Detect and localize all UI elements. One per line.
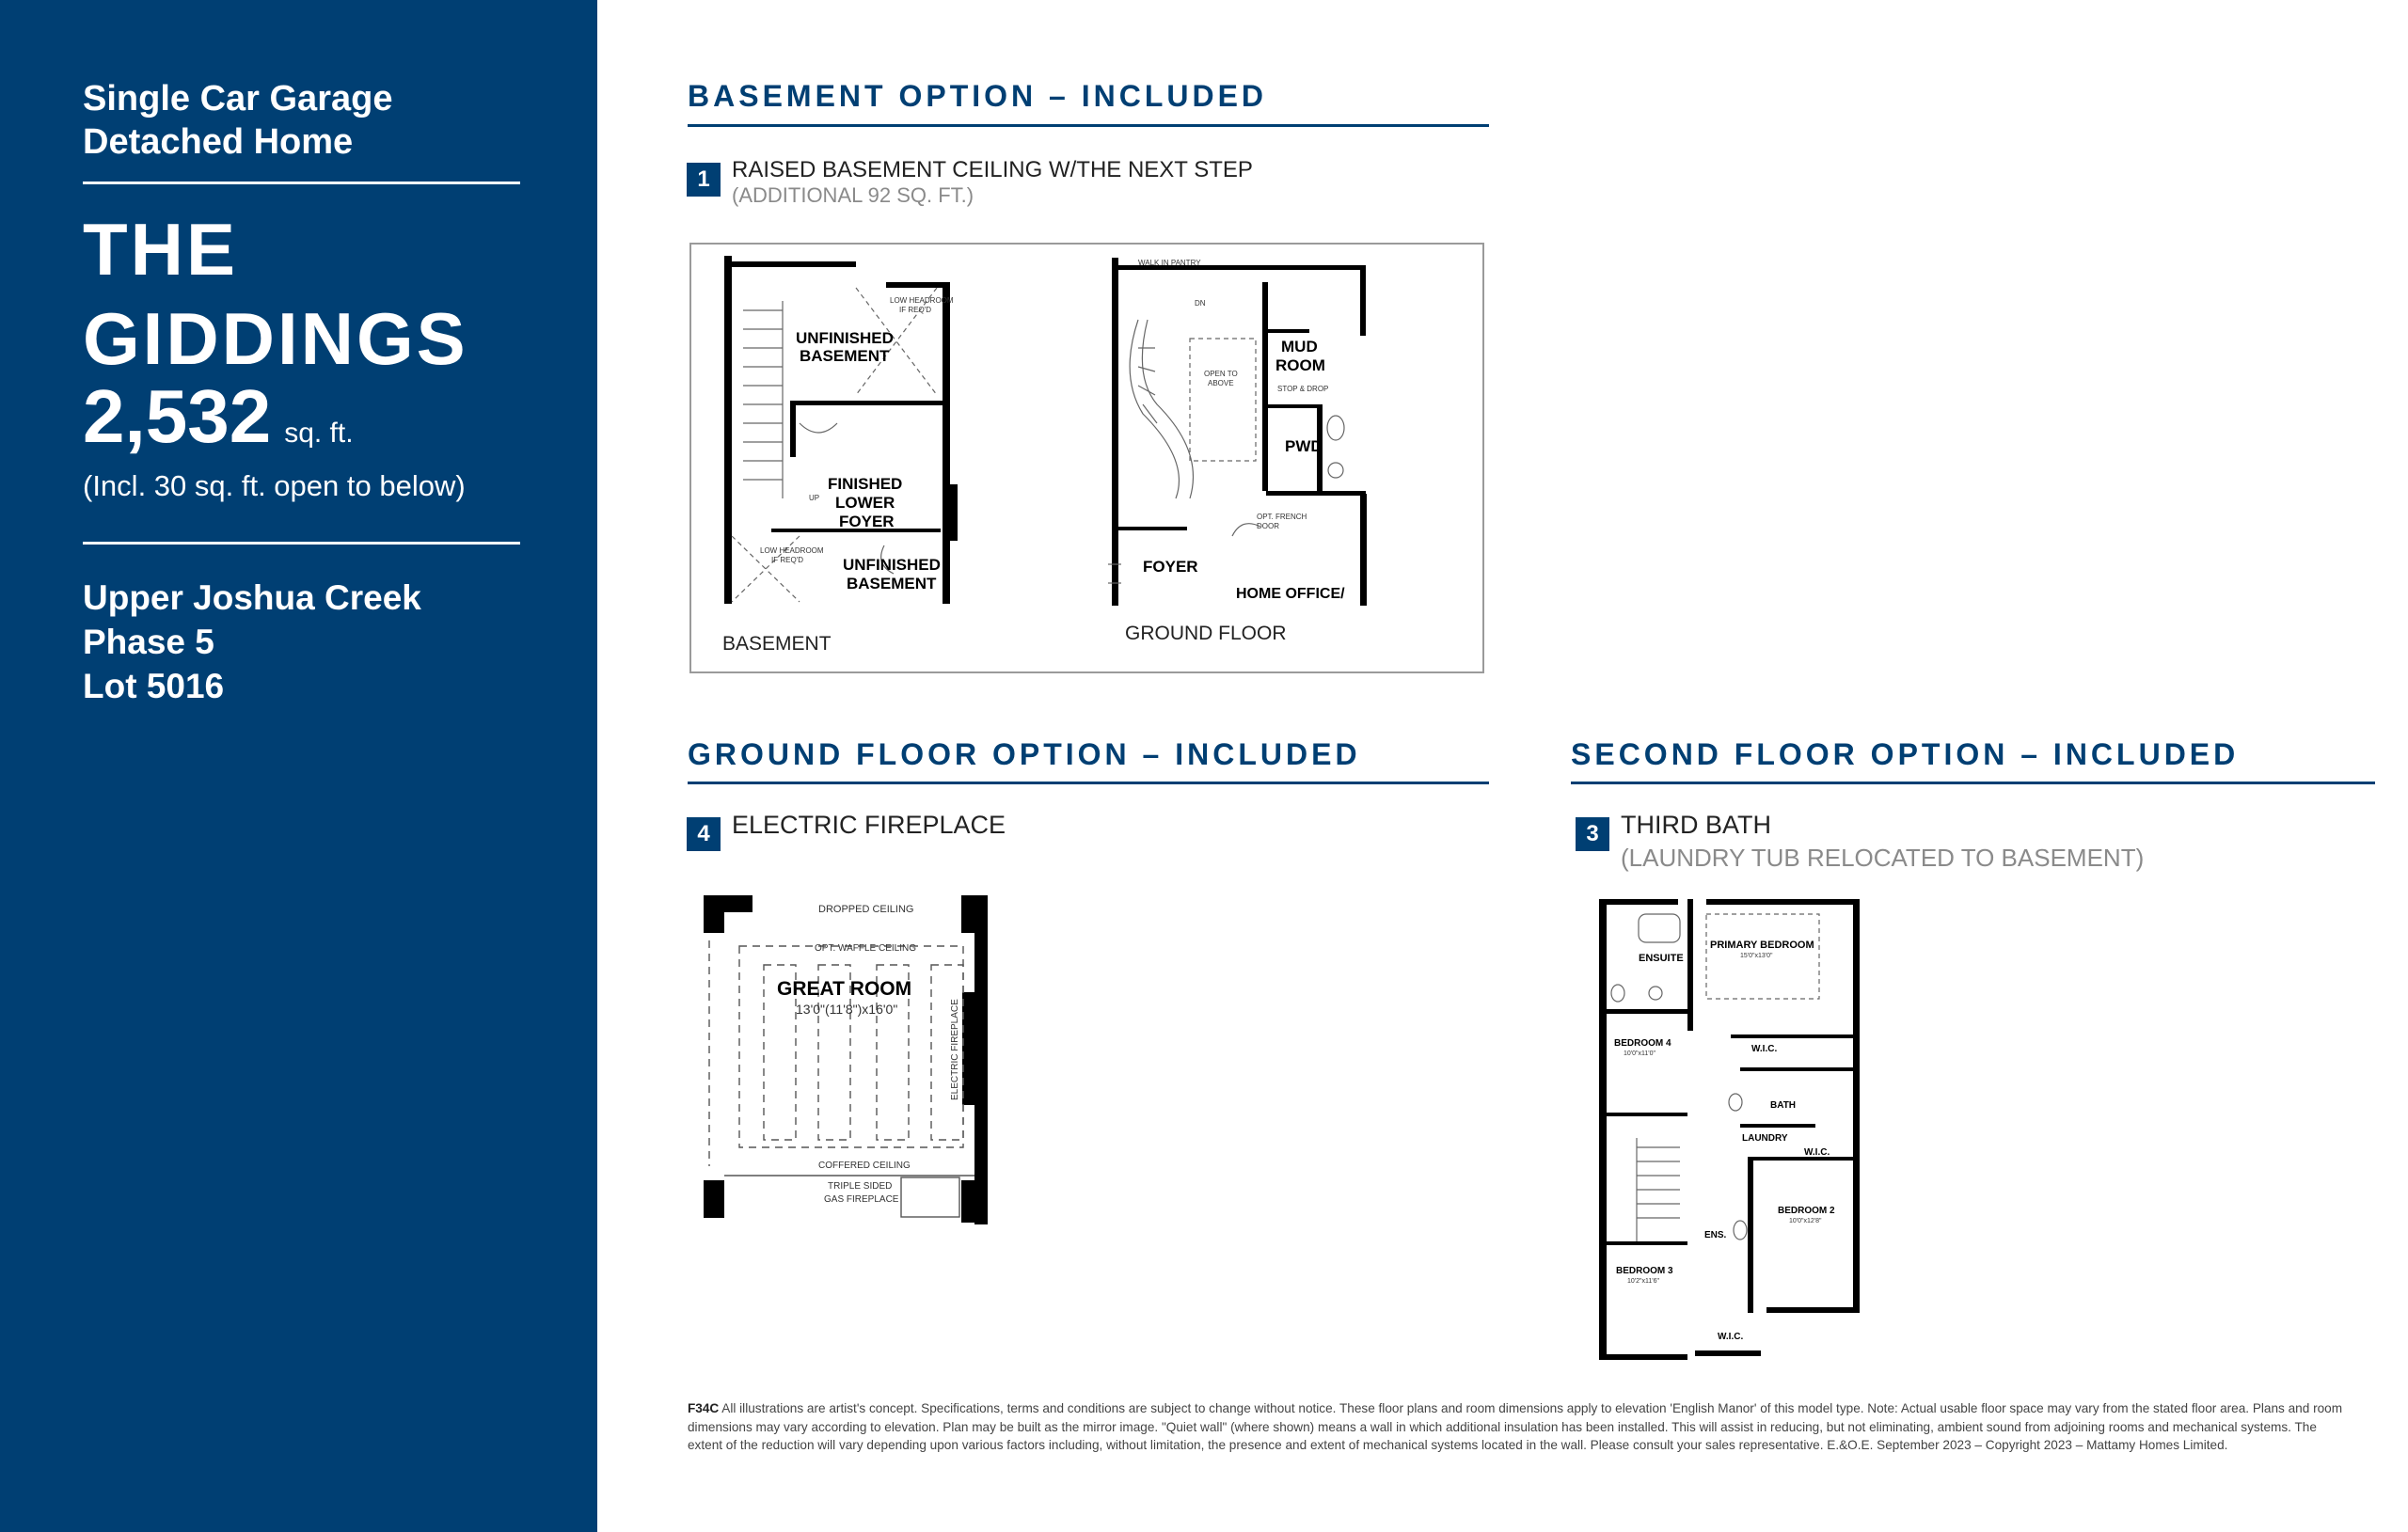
room-home-office: HOME OFFICE/: [1236, 586, 1345, 602]
note-stop-drop: STOP & DROP: [1277, 385, 1329, 393]
disclaimer-code: F34C: [688, 1401, 720, 1415]
phase-label: Phase 5: [83, 623, 214, 661]
note-coffered-ceiling: COFFERED CEILING: [818, 1161, 911, 1171]
ground-option-label: ELECTRIC FIREPLACE: [732, 811, 1006, 839]
room-mud-room-2: ROOM: [1275, 356, 1325, 374]
room-unfinished-basement-bottom-2: BASEMENT: [847, 575, 937, 592]
room-unfinished-basement-top-2: BASEMENT: [800, 347, 890, 365]
sidebar-divider-bottom: [83, 542, 520, 545]
ground-option-heading: GROUND FLOOR OPTION – INCLUDED: [688, 737, 1361, 771]
basement-option-label: RAISED BASEMENT CEILING W/THE NEXT STEP: [732, 157, 1253, 182]
room-foyer: FOYER: [1143, 558, 1198, 576]
lot-label: Lot 5016: [83, 667, 225, 705]
room-finished-lower-foyer: FINISHED: [828, 475, 903, 493]
room-great-room: GREAT ROOM: [777, 978, 912, 1000]
model-name-line2: GIDDINGS: [83, 297, 468, 380]
sidebar-divider-top: [83, 182, 520, 184]
ground-floor-plan: [1101, 254, 1373, 611]
room-ensuite: ENSUITE: [1639, 953, 1684, 964]
model-name: [83, 205, 468, 384]
basement-plan-caption: BASEMENT: [722, 633, 832, 655]
note-open-to-above: OPEN TO: [1204, 370, 1238, 378]
note-up-basement: UP: [809, 494, 820, 502]
home-type: [83, 77, 392, 164]
room-wic-primary: W.I.C.: [1751, 1044, 1778, 1054]
note-gas-fireplace: GAS FIREPLACE: [824, 1194, 899, 1205]
room-bath: BATH: [1770, 1100, 1797, 1111]
second-option-rule: [1571, 782, 2375, 784]
basement-option-heading: BASEMENT OPTION – INCLUDED: [688, 79, 1268, 113]
room-powder: PWD: [1285, 437, 1323, 455]
note-low-headroom-bottom: LOW HEADROOM: [760, 546, 824, 555]
disclaimer-text: All illustrations are artist's concept. Specifications, terms and conditions are subject to change without notice. These floor plans and room dimensions apply to elevation 'English Manor' of this model type. Note: Actual usable floor space may vary from the stated floor area. Plans and room dimensions may vary according to elevation. Plan may be built as the mirror image. "Quiet wall" (where shown) means a wall in which additional insulation has been installed. This will assist in reducing, but not eliminating, ambient sound from adjoining rooms and mechanical systems. The extent of the reduction will vary depending upon various factors including, without limitation, the presence and extent of mechanical systems located in the wall. Please consult your sales representative. E.&O.E. September 2023 – Copyright 2023 – Mattamy Homes Limited.: [688, 1401, 2343, 1452]
ground-option-rule: [688, 782, 1489, 784]
room-bedroom-3: BEDROOM 3: [1616, 1266, 1673, 1276]
note-dropped-ceiling: DROPPED CEILING: [818, 904, 914, 915]
home-type-line1: Single Car Garage: [83, 79, 393, 118]
square-footage-note: (Incl. 30 sq. ft. open to below): [83, 469, 466, 502]
basement-option-rule: [688, 124, 1489, 127]
model-name-line1: THE: [83, 208, 238, 291]
room-laundry: LAUNDRY: [1742, 1133, 1788, 1144]
note-opt-french-door: OPT. FRENCH: [1257, 513, 1307, 521]
note-dn-ground: DN: [1195, 299, 1206, 308]
room-finished-lower-foyer-3: FOYER: [839, 513, 895, 530]
note-low-headroom-top: LOW HEADROOM: [890, 296, 954, 305]
second-floor-plan: [1590, 893, 1862, 1364]
note-triple-sided: TRIPLE SIDED: [828, 1181, 893, 1192]
ground-plan-caption: GROUND FLOOR: [1125, 623, 1287, 644]
option-number-badge: 1: [687, 163, 721, 197]
second-option-heading: SECOND FLOOR OPTION – INCLUDED: [1571, 737, 2240, 771]
basement-floor-plan: [715, 254, 997, 611]
room-wic-bedroom-2: W.I.C.: [1804, 1147, 1830, 1158]
second-option-sublabel: (LAUNDRY TUB RELOCATED TO BASEMENT): [1621, 844, 2145, 872]
great-room-plan: [696, 884, 1016, 1224]
note-opt-waffle-ceiling: OPT. WAFFLE CEILING: [815, 943, 916, 954]
room-bedroom-3-dims: 10'2"x11'6": [1627, 1278, 1659, 1285]
note-electric-fireplace: ELECTRIC FIREPLACE: [950, 999, 960, 1100]
room-bedroom-4: BEDROOM 4: [1614, 1038, 1671, 1049]
community-name: Upper Joshua Creek: [83, 578, 421, 617]
option-number-badge: 3: [1576, 817, 1609, 851]
note-open-to-above-2: ABOVE: [1208, 379, 1234, 387]
room-mud-room: MUD: [1281, 338, 1318, 355]
room-unfinished-basement-bottom: UNFINISHED: [843, 556, 941, 574]
room-great-room-dimensions: 13'0"(11'8")x16'0": [796, 1002, 898, 1017]
room-wic-bedroom-3: W.I.C.: [1718, 1332, 1744, 1342]
room-bedroom-2-dims: 10'0"x12'8": [1789, 1218, 1822, 1224]
room-bedroom-4-dims: 10'0"x11'0": [1624, 1050, 1656, 1057]
note-if-reqd-top: IF REQ'D: [899, 306, 931, 314]
room-ensuite-bedroom-3: ENS.: [1704, 1230, 1727, 1240]
sidebar-panel: [0, 0, 597, 1532]
square-footage: [83, 374, 354, 476]
note-if-reqd-bottom: IF REQ'D: [771, 556, 803, 564]
note-walk-in-pantry: WALK IN PANTRY: [1138, 259, 1201, 267]
room-bedroom-2: BEDROOM 2: [1778, 1206, 1835, 1216]
room-primary-bedroom: PRIMARY BEDROOM: [1710, 940, 1814, 951]
room-primary-bedroom-dims: 15'0"x13'0": [1740, 953, 1773, 959]
option-number-badge: 4: [687, 817, 721, 851]
second-option-label: THIRD BATH: [1621, 811, 1771, 839]
square-footage-unit: sq. ft.: [284, 418, 354, 449]
disclaimer: [688, 1399, 2343, 1455]
home-type-line2: Detached Home: [83, 122, 354, 162]
room-finished-lower-foyer-2: LOWER: [835, 494, 895, 512]
basement-option-sublabel: (ADDITIONAL 92 SQ. FT.): [732, 183, 974, 207]
square-footage-value: 2,532: [83, 374, 272, 458]
note-opt-french-door-2: DOOR: [1257, 522, 1279, 530]
lot-info: [83, 576, 421, 708]
room-unfinished-basement-top: UNFINISHED: [796, 329, 894, 347]
